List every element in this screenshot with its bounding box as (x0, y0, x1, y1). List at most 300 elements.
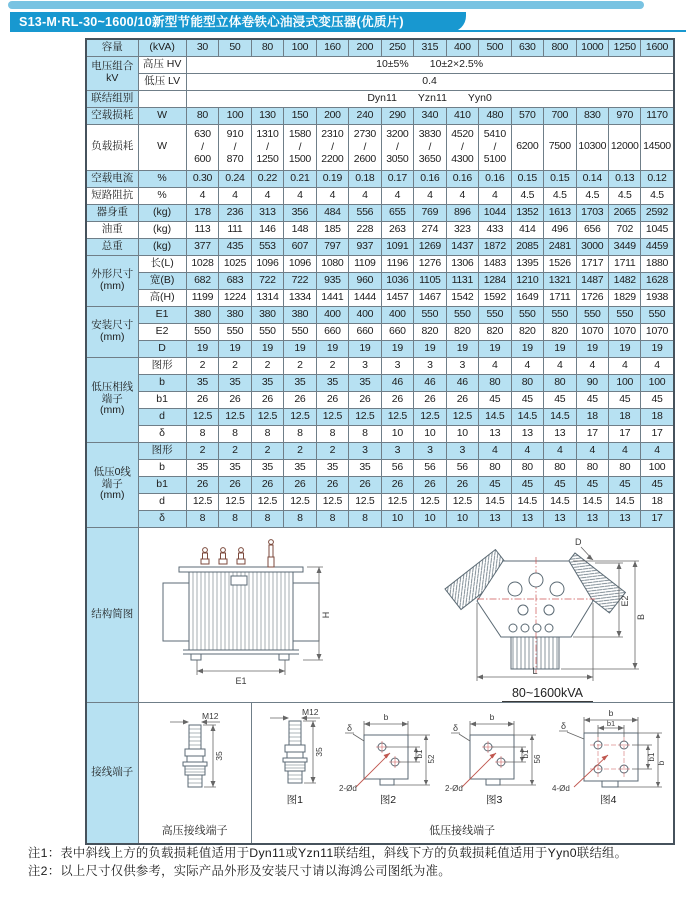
value-cell: 14.5 (511, 493, 543, 510)
value-cell: 26 (284, 476, 316, 493)
dim-label-e1: E1 (234, 675, 247, 686)
value-cell: 2 (219, 357, 251, 374)
dim-label-b: b (657, 760, 667, 765)
value-cell: 1580 / 1500 (284, 124, 316, 170)
value-cell: 1045 (641, 221, 674, 238)
fig1-caption: 图1 (286, 793, 303, 806)
transformer-top-view (423, 533, 673, 685)
value-cell: 702 (609, 221, 641, 238)
value-cell: 414 (511, 221, 543, 238)
row-unit: D (138, 340, 186, 357)
value-cell: 970 (609, 107, 641, 124)
value-cell: 553 (251, 238, 283, 255)
value-cell: 17 (609, 425, 641, 442)
table-row (86, 374, 674, 391)
value-cell: 18 (576, 408, 608, 425)
value-cell: 4.5 (609, 187, 641, 204)
value-cell: 0.22 (251, 170, 283, 187)
value-cell: 80 (544, 459, 576, 476)
value-cell: 35 (316, 374, 348, 391)
value-cell: 700 (544, 107, 576, 124)
value-cell: 90 (576, 374, 608, 391)
value-cell: 315 (414, 39, 446, 56)
value-cell: 19 (479, 340, 511, 357)
value-cell: 550 (186, 323, 218, 340)
value-cell: 660 (381, 323, 413, 340)
table-row (86, 425, 674, 442)
value-cell: 0.15 (511, 170, 543, 187)
value-cell: 45 (576, 476, 608, 493)
value-cell: 433 (479, 221, 511, 238)
value-cell: 250 (381, 39, 413, 56)
table-row (86, 476, 674, 493)
row-label: 油重 (86, 221, 138, 238)
row-unit: δ (138, 425, 186, 442)
value-cell: 30 (186, 39, 218, 56)
value-cell: 484 (316, 204, 348, 221)
footnote-2: 注2：以上尺寸仅供参考，实际产品外形及安装尺寸请以海鸿公司图纸为准。 (28, 863, 451, 878)
value-cell: 1880 (641, 255, 674, 272)
table-row (86, 238, 674, 255)
row-unit: 宽(B) (138, 272, 186, 289)
value-cell: 19 (284, 340, 316, 357)
value-cell: 2 (316, 357, 348, 374)
value-cell: 4 (414, 187, 446, 204)
figure-2 (338, 707, 438, 807)
value-cell: 100 (641, 374, 674, 391)
value-cell: 14.5 (544, 408, 576, 425)
table-row (86, 255, 674, 272)
table-row (86, 289, 674, 306)
value-cell: 722 (251, 272, 283, 289)
row-label: 联结组别 (86, 90, 138, 107)
value-cell: 2 (186, 442, 218, 459)
value-cell: 185 (316, 221, 348, 238)
value-cell: 19 (414, 340, 446, 357)
value-cell: 0.19 (316, 170, 348, 187)
value-cell: 910 / 870 (219, 124, 251, 170)
value-cell: 56 (446, 459, 478, 476)
value-cell: 8 (284, 510, 316, 527)
value-cell: 3 (446, 442, 478, 459)
value-cell: 683 (219, 272, 251, 289)
hv-terminal-bolt-drawing (158, 711, 232, 801)
value-cell: 13 (511, 425, 543, 442)
value-cell: 550 (641, 306, 674, 323)
value-cell: 820 (479, 323, 511, 340)
row-unit: E2 (138, 323, 186, 340)
value-cell: 45 (544, 476, 576, 493)
value-cell: 12.5 (186, 408, 218, 425)
value-cell: 1483 (479, 255, 511, 272)
value-cell: 4 (511, 357, 543, 374)
structure-diagram-row (86, 527, 674, 702)
value-cell: 1334 (284, 289, 316, 306)
value-cell: 4 (511, 442, 543, 459)
terminal-row (86, 702, 674, 844)
row-unit: (kVA) (138, 39, 186, 56)
row-unit: (kg) (138, 238, 186, 255)
value-cell: 2 (251, 357, 283, 374)
value-cell: 1872 (479, 238, 511, 255)
value-cell: 35 (186, 374, 218, 391)
dim-label-2od: 2-Ød (338, 783, 357, 793)
value-cell: 45 (641, 391, 674, 408)
value-cell: 1310 / 1250 (251, 124, 283, 170)
value-cell: 1196 (381, 255, 413, 272)
value-cell: 1600 (641, 39, 674, 56)
row-unit (138, 90, 186, 107)
value-cell: 45 (609, 476, 641, 493)
value-cell: 937 (349, 238, 381, 255)
value-cell: 80 (544, 374, 576, 391)
value-cell: 12000 (609, 124, 641, 170)
value-cell: 769 (414, 204, 446, 221)
value-cell: 480 (479, 107, 511, 124)
dim-label-d: D (574, 536, 581, 547)
dim-label-e2: E2 (619, 594, 630, 607)
value-cell: 435 (219, 238, 251, 255)
table-row (86, 73, 674, 90)
row-label-terminals: 接线端子 (86, 702, 138, 844)
value-cell: 80 (251, 39, 283, 56)
table-row (86, 340, 674, 357)
value-cell: 2730 / 2600 (349, 124, 381, 170)
table-row (86, 510, 674, 527)
value-cell: 17 (576, 425, 608, 442)
dim-label-b: B (635, 613, 646, 620)
row-unit: d (138, 493, 186, 510)
row-label: 安装尺寸 (mm) (86, 306, 138, 357)
value-cell: 1726 (576, 289, 608, 306)
dim-label-b1: b1 (647, 752, 657, 762)
value-cell: 35 (284, 459, 316, 476)
dim-label-56: 56 (533, 754, 543, 764)
value-cell: 1314 (251, 289, 283, 306)
value-cell: 960 (349, 272, 381, 289)
row-label: 总重 (86, 238, 138, 255)
value-cell: 130 (251, 107, 283, 124)
value-cell: 1717 (576, 255, 608, 272)
value-cell: 240 (349, 107, 381, 124)
table-row (86, 90, 674, 107)
value-cell: 400 (316, 306, 348, 323)
row-unit: W (138, 124, 186, 170)
row-unit: b (138, 374, 186, 391)
dim-label-b: b (608, 707, 614, 718)
value-cell: 400 (381, 306, 413, 323)
value-cell: 820 (544, 323, 576, 340)
value-cell: 1131 (446, 272, 478, 289)
value-cell: 400 (349, 306, 381, 323)
value-cell: 10 (414, 425, 446, 442)
fig2-plate-drawing (338, 707, 438, 797)
figure-4 (550, 707, 666, 807)
value-cell: 1096 (284, 255, 316, 272)
value-cell: 1352 (511, 204, 543, 221)
value-cell: 656 (576, 221, 608, 238)
lv-terminal-caption: 低压接线端子 (429, 825, 496, 838)
value-cell: 12.5 (446, 493, 478, 510)
dim-label-h: H (320, 611, 331, 618)
value-cell: 35 (316, 459, 348, 476)
row-unit: 低压 LV (138, 73, 186, 90)
fig4-caption: 图4 (600, 793, 617, 806)
value-cell: 4520 / 4300 (446, 124, 478, 170)
value-cell: 0.30 (186, 170, 218, 187)
value-cell: 12.5 (446, 408, 478, 425)
value-cell: 2 (316, 442, 348, 459)
value-cell: 19 (609, 340, 641, 357)
value-cell: 45 (479, 391, 511, 408)
title-underline (10, 30, 686, 32)
dim-label-4od: 4-Ød (552, 783, 571, 793)
value-cell: 45 (511, 476, 543, 493)
row-unit: % (138, 187, 186, 204)
value-cell: 4 (609, 357, 641, 374)
value-cell: 2 (219, 442, 251, 459)
value-cell: 550 (446, 306, 478, 323)
value-cell: 35 (349, 459, 381, 476)
value-cell: 3 (349, 357, 381, 374)
table-row (86, 124, 674, 170)
value-cell: 550 (284, 323, 316, 340)
value-cell: 1938 (641, 289, 674, 306)
value-cell: 113 (186, 221, 218, 238)
value-cell: 1070 (609, 323, 641, 340)
value-cell: 1210 (511, 272, 543, 289)
row-unit: 高(H) (138, 289, 186, 306)
value-cell: 1096 (251, 255, 283, 272)
value-cell: 3200 / 3050 (381, 124, 413, 170)
value-cell: 26 (251, 476, 283, 493)
row-label: 电压组合kV (86, 56, 138, 90)
value-cell: 4 (219, 187, 251, 204)
value-cell: 380 (284, 306, 316, 323)
value-cell: 1487 (576, 272, 608, 289)
table-row (86, 221, 674, 238)
dim-label-b1: b1 (414, 749, 424, 759)
value-cell: 380 (186, 306, 218, 323)
value-cell: 111 (219, 221, 251, 238)
value-cell: 19 (251, 340, 283, 357)
value-cell: 1467 (414, 289, 446, 306)
value-cell: 0.12 (641, 170, 674, 187)
value-cell: 10 (381, 425, 413, 442)
value-cell: 100 (641, 459, 674, 476)
value-cell: 26 (284, 391, 316, 408)
value-cell: 26 (251, 391, 283, 408)
row-unit: δ (138, 510, 186, 527)
value-cell: 1321 (544, 272, 576, 289)
value-cell: 10300 (576, 124, 608, 170)
value-cell: 1482 (609, 272, 641, 289)
value-cell: 19 (641, 340, 674, 357)
value-cell: 12.5 (219, 408, 251, 425)
dim-label-delta: δ (561, 720, 567, 731)
value-cell: 200 (349, 39, 381, 56)
table-row (86, 56, 674, 73)
value-cell: 660 (316, 323, 348, 340)
table-row (86, 272, 674, 289)
value-cell: 3 (381, 357, 413, 374)
value-cell: 13 (479, 425, 511, 442)
value-cell: 550 (219, 323, 251, 340)
value-cell: 35 (251, 374, 283, 391)
value-cell: 13 (479, 510, 511, 527)
table-row (86, 39, 674, 56)
value-cell: 630 / 600 (186, 124, 218, 170)
row-unit: d (138, 408, 186, 425)
value-cell: 80 (609, 459, 641, 476)
value-cell: 896 (446, 204, 478, 221)
transformer-side-view (139, 533, 389, 689)
value-cell: 100 (284, 39, 316, 56)
value-cell: 26 (446, 476, 478, 493)
value-cell: 12.5 (414, 493, 446, 510)
table-row (86, 391, 674, 408)
value-cell: 12.5 (219, 493, 251, 510)
value-cell: 14.5 (479, 408, 511, 425)
value-cell: 50 (219, 39, 251, 56)
table-row (86, 107, 674, 124)
value-cell: 1080 (316, 255, 348, 272)
value-cell: 4.5 (544, 187, 576, 204)
value-cell: 10 (446, 425, 478, 442)
dim-label-delta: δ (453, 722, 459, 733)
value-cell: 820 (414, 323, 446, 340)
value-cell: 1269 (414, 238, 446, 255)
row-unit: % (138, 170, 186, 187)
value-cell: 8 (219, 510, 251, 527)
value-cell: 2 (284, 357, 316, 374)
value-cell: 8 (349, 425, 381, 442)
value-cell: 2310 / 2200 (316, 124, 348, 170)
value-cell: 13 (544, 425, 576, 442)
spec-table (85, 38, 675, 845)
value-cell: 80 (186, 107, 218, 124)
value-cell: 17 (641, 425, 674, 442)
value-cell: 10 (381, 510, 413, 527)
value-cell: 80 (479, 459, 511, 476)
value-cell: 13 (511, 510, 543, 527)
value-cell: 1613 (544, 204, 576, 221)
spec-table-wrap (85, 38, 675, 845)
row-label-structure-diagram: 结构简图 (86, 527, 138, 702)
row-span-value: Dyn11 Yzn11 Yyn0 (186, 90, 673, 107)
row-unit: 图形 (138, 442, 186, 459)
fig2-caption: 图2 (379, 793, 397, 806)
value-cell: 1457 (381, 289, 413, 306)
figure-3 (444, 707, 544, 807)
value-cell: 18 (641, 408, 674, 425)
row-unit: b (138, 459, 186, 476)
value-cell: 655 (381, 204, 413, 221)
table-row (86, 323, 674, 340)
top-decor-band (8, 1, 644, 9)
dim-label-b: b (489, 711, 495, 722)
value-cell: 14.5 (479, 493, 511, 510)
value-cell: 160 (316, 39, 348, 56)
value-cell: 1109 (349, 255, 381, 272)
value-cell: 35 (251, 459, 283, 476)
value-cell: 12.5 (284, 493, 316, 510)
value-cell: 1444 (349, 289, 381, 306)
value-cell: 1105 (414, 272, 446, 289)
value-cell: 80 (511, 459, 543, 476)
value-cell: 19 (446, 340, 478, 357)
value-cell: 1284 (479, 272, 511, 289)
value-cell: 56 (381, 459, 413, 476)
value-cell: 12.5 (349, 408, 381, 425)
value-cell: 630 (511, 39, 543, 56)
value-cell: 26 (446, 391, 478, 408)
value-cell: 380 (219, 306, 251, 323)
value-cell: 18 (641, 493, 674, 510)
value-cell: 12.5 (284, 408, 316, 425)
row-unit: W (138, 107, 186, 124)
value-cell: 2085 (511, 238, 543, 255)
value-cell: 4459 (641, 238, 674, 255)
value-cell: 8 (349, 510, 381, 527)
fig1-bolt-drawing (258, 707, 332, 797)
table-row (86, 459, 674, 476)
value-cell: 1703 (576, 204, 608, 221)
value-cell: 26 (381, 476, 413, 493)
footnotes (28, 845, 683, 881)
value-cell: 1070 (576, 323, 608, 340)
value-cell: 340 (414, 107, 446, 124)
table-row (86, 493, 674, 510)
value-cell: 4 (381, 187, 413, 204)
footnote-1: 注1：表中斜线上方的负载损耗值适用于Dyn11或Yzn11联结组，斜线下方的负载损耗值适用于Yyn0联结组。 (28, 846, 628, 860)
value-cell: 1224 (219, 289, 251, 306)
value-cell: 500 (479, 39, 511, 56)
value-cell: 1592 (479, 289, 511, 306)
value-cell: 0.15 (544, 170, 576, 187)
table-row (86, 204, 674, 221)
value-cell: 2 (251, 442, 283, 459)
dim-label-b1: b1 (607, 718, 616, 728)
value-cell: 80 (576, 459, 608, 476)
value-cell: 820 (511, 323, 543, 340)
value-cell: 1199 (186, 289, 218, 306)
value-cell: 550 (479, 306, 511, 323)
value-cell: 682 (186, 272, 218, 289)
dim-label-b: b (383, 711, 389, 722)
value-cell: 26 (414, 476, 446, 493)
value-cell: 35 (186, 459, 218, 476)
value-cell: 0.17 (381, 170, 413, 187)
row-label: 低压0线 端子 (mm) (86, 442, 138, 527)
value-cell: 100 (219, 107, 251, 124)
structure-diagram-cell (138, 527, 674, 702)
value-cell: 377 (186, 238, 218, 255)
value-cell: 7500 (544, 124, 576, 170)
value-cell: 263 (381, 221, 413, 238)
value-cell: 550 (576, 306, 608, 323)
row-unit: b1 (138, 391, 186, 408)
value-cell: 3830 / 3650 (414, 124, 446, 170)
dim-label-delta: δ (346, 722, 352, 733)
table-row (86, 442, 674, 459)
value-cell: 4 (284, 187, 316, 204)
value-cell: 0.14 (576, 170, 608, 187)
row-unit: (kg) (138, 221, 186, 238)
value-cell: 100 (609, 374, 641, 391)
value-cell: 410 (446, 107, 478, 124)
value-cell: 550 (251, 323, 283, 340)
